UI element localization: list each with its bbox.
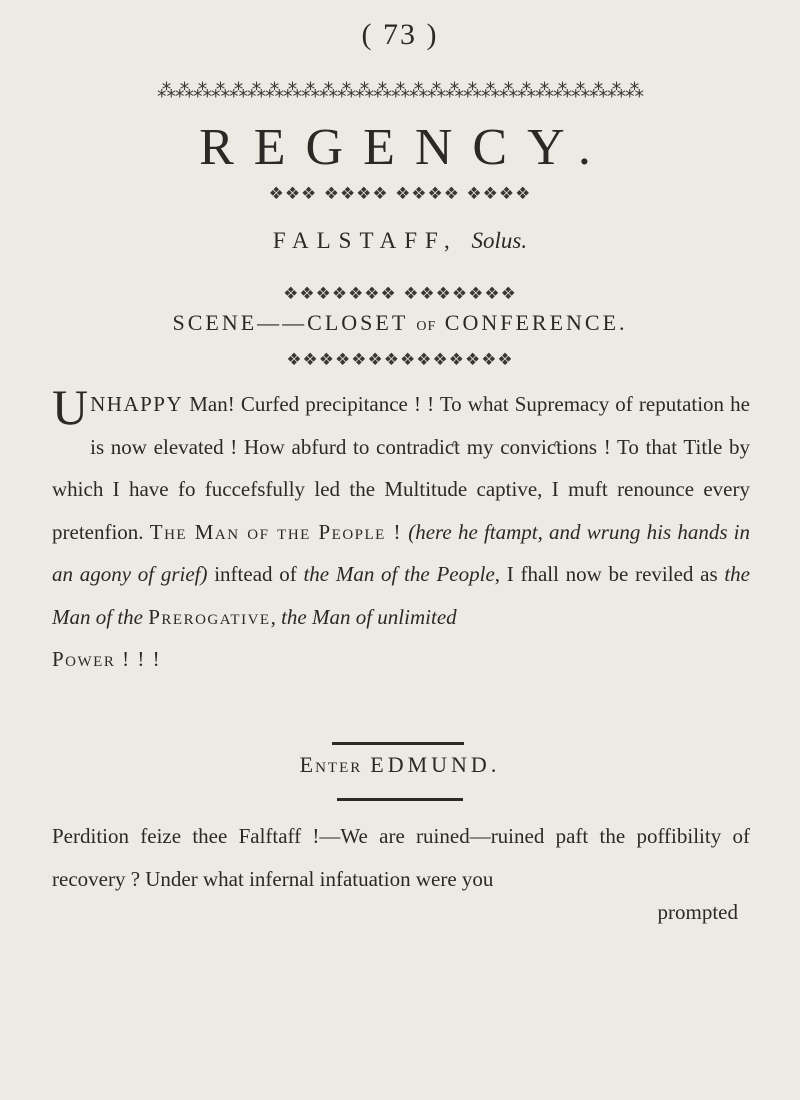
divider-rule (337, 798, 463, 801)
stage-entry (0, 752, 800, 778)
solus-label: Solus. (471, 228, 528, 253)
character-name: EDMUND. (370, 752, 501, 777)
power-caps: Power ! ! ! (52, 647, 162, 671)
drop-cap: U (52, 379, 89, 435)
enter-word: Enter (299, 752, 363, 777)
scene-heading (0, 310, 800, 336)
paragraph-edmund: Perdition feize thee Falftaff !—We are ruined—ruined paft the poffibility of recovery ? Under what infernal infatuation were you (52, 824, 750, 891)
ornament-divider: ❖❖❖❖❖❖❖❖❖❖❖❖❖❖ (286, 350, 514, 370)
catchword: prompted (657, 900, 738, 924)
paragraph-falstaff (52, 379, 751, 681)
ornament-divider-top: ⁂⁂⁂⁂⁂⁂⁂⁂⁂⁂⁂⁂⁂⁂⁂⁂⁂⁂⁂⁂⁂⁂⁂⁂⁂⁂⁂ (157, 80, 643, 102)
text-run: , I fhall now be reviled as (494, 562, 725, 586)
text-run: Man! Curfed precipitance ! ! To what Supremacy of reputation he is now elevated ! How abfurd to contradiƈt my conviƈtions ! To that Title by which I have fo fuccefsfully led the Multitude captive, I muft renounce every pretenfion. (52, 392, 750, 544)
ornament-divider: ❖❖❖❖❖❖❖ ❖❖❖❖❖❖❖ (283, 284, 517, 304)
ornament-divider: ❖❖❖ ❖❖❖❖ ❖❖❖❖ ❖❖❖❖ (268, 184, 532, 204)
scene-prefix: SCENE——CLOSET (172, 310, 408, 335)
text-run: , (270, 604, 282, 629)
italic-phrase: the Man of the People (303, 562, 495, 586)
first-word: NHAPPY (90, 392, 184, 416)
text-run: inftead of (207, 562, 304, 586)
page-title: REGENCY. (199, 119, 611, 176)
speaker-name: FALSTAFF, (272, 228, 458, 253)
italic-phrase: the Man of unlimited (281, 604, 457, 629)
scene-suffix: CONFERENCE. (444, 310, 628, 335)
divider-rule (332, 742, 464, 745)
page-number: ( 73 ) (361, 18, 439, 51)
man-of-people-caps: The Man of the People ! (149, 519, 403, 544)
scene-of: OF (416, 319, 437, 334)
prerogative-caps: Prerogative (148, 604, 271, 629)
speaker-heading (0, 228, 800, 254)
italic-phrase: the Man of the (52, 562, 750, 629)
stage-direction: (here he ftampt, and wrung his hands in an agony of grief) (52, 519, 751, 586)
